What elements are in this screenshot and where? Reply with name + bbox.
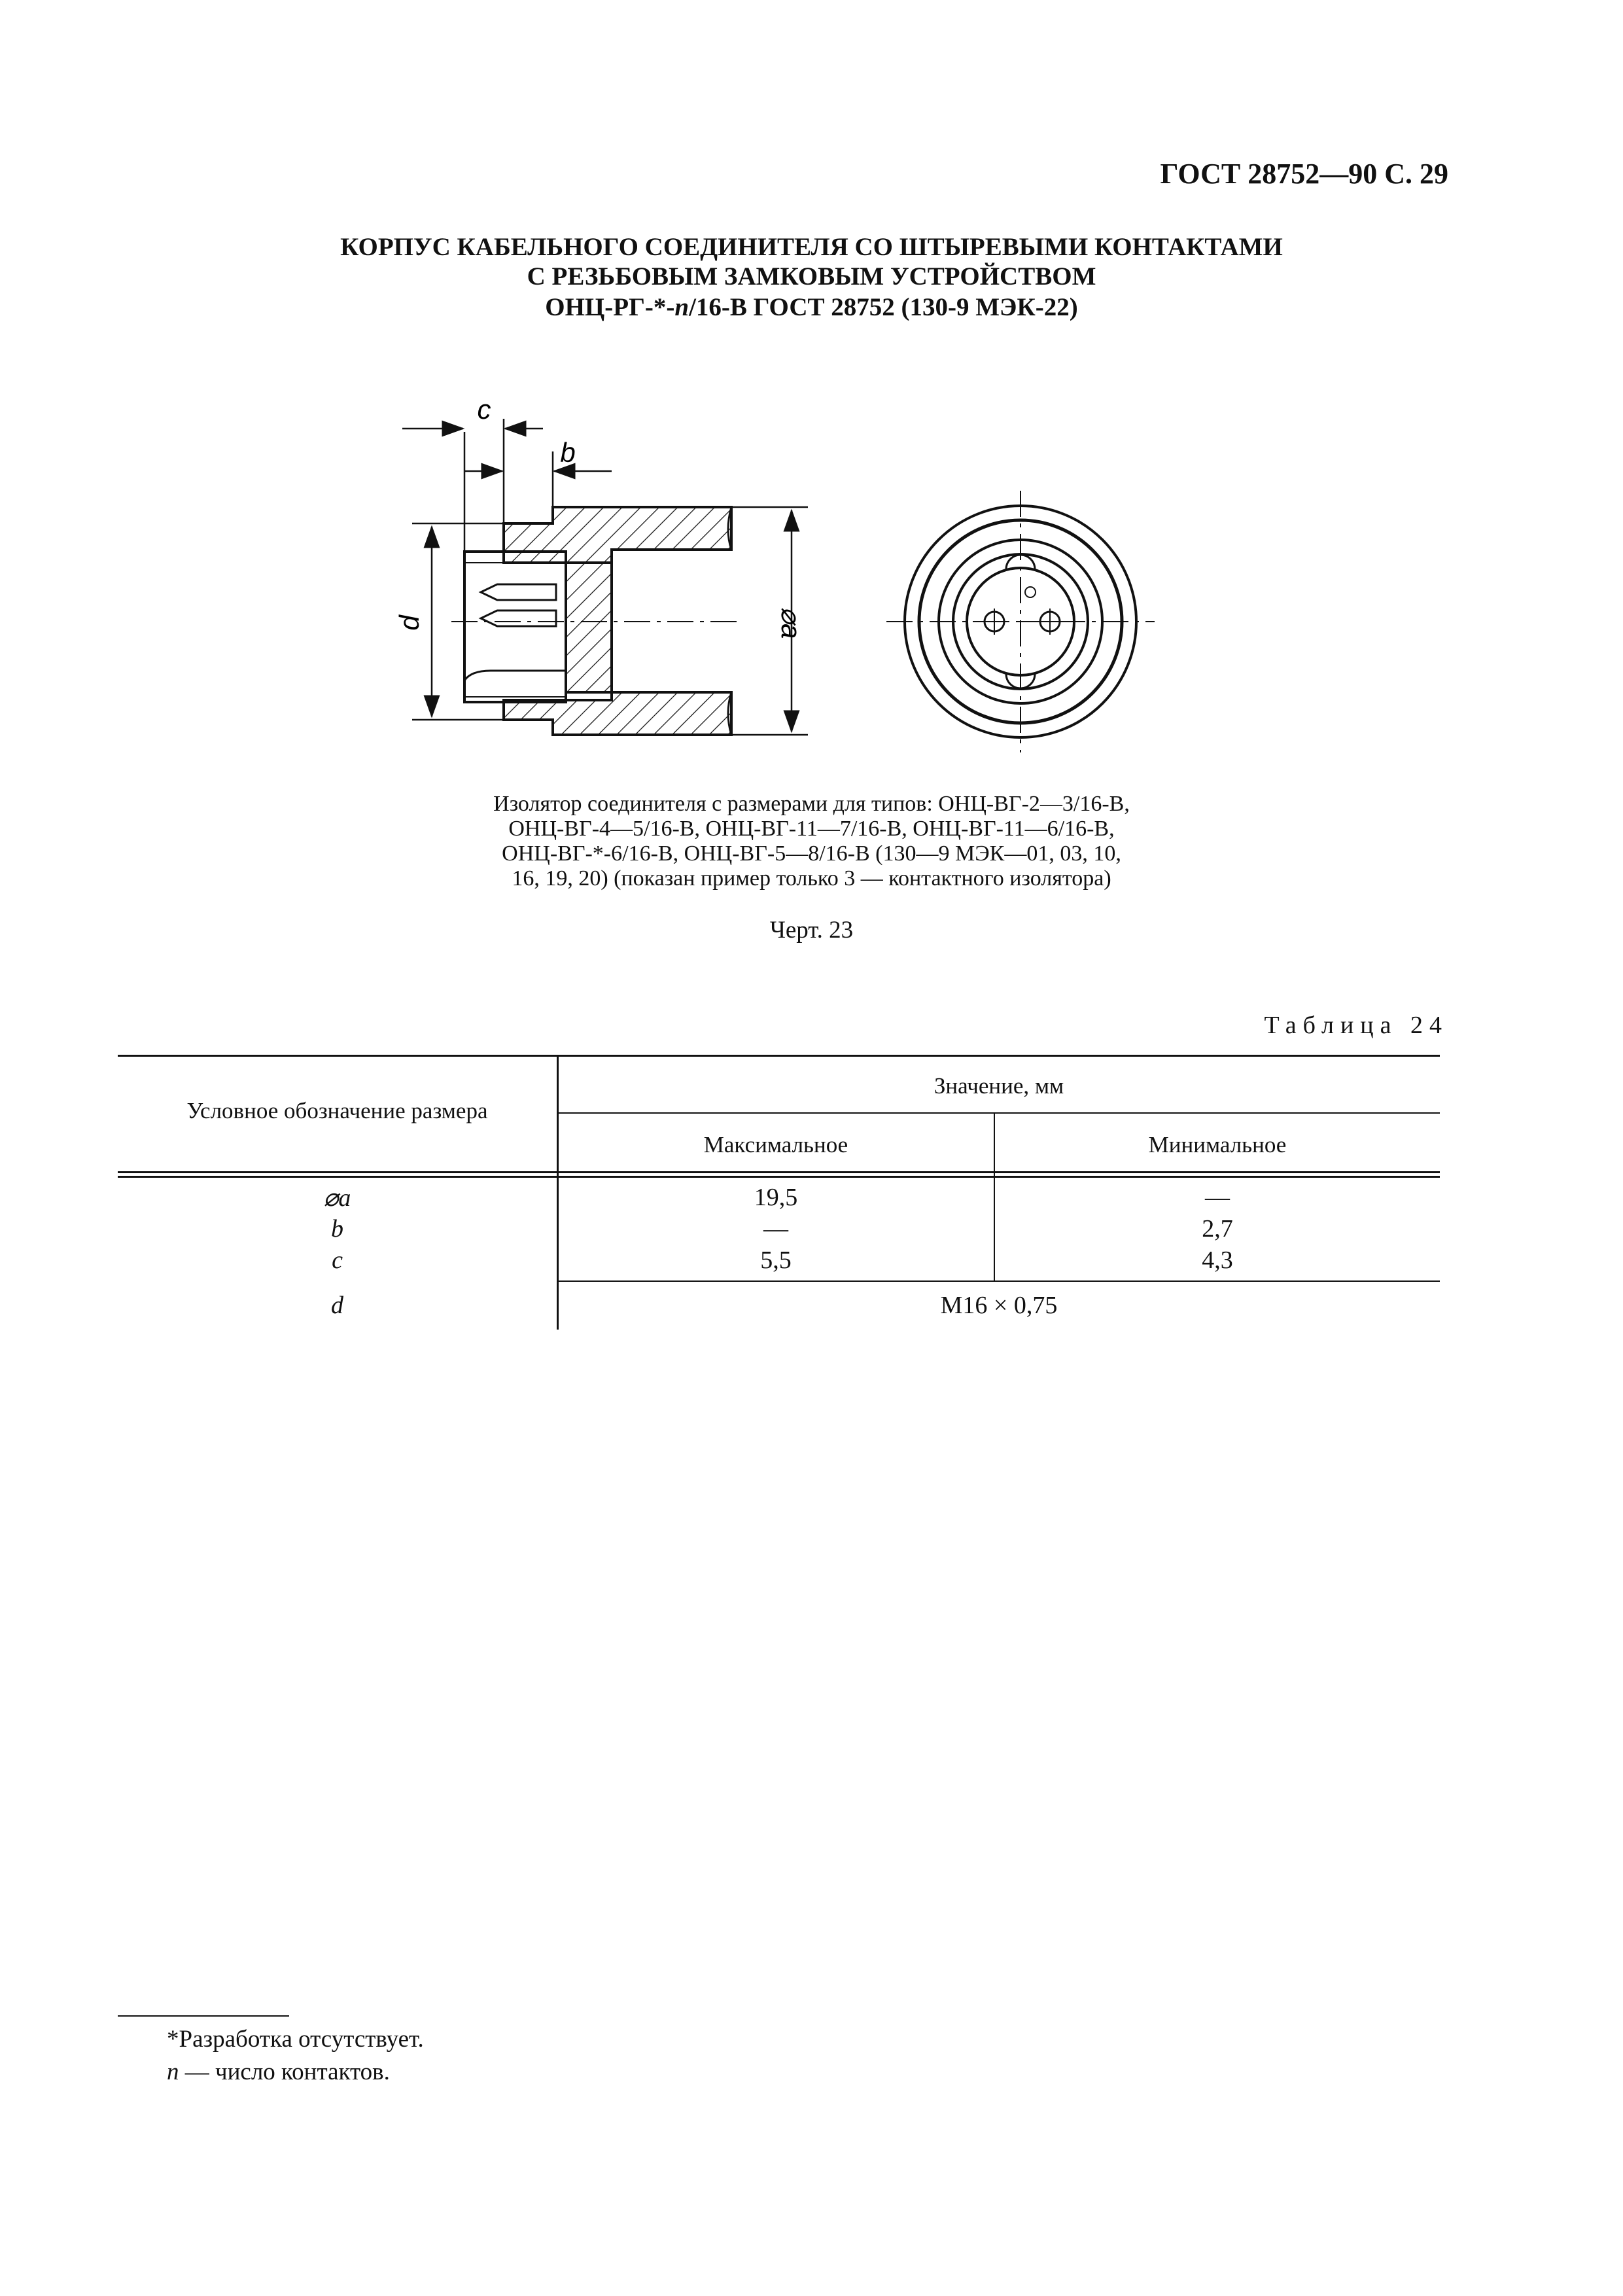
- table-caption: Таблица 24: [1264, 1012, 1448, 1039]
- row-b-min: 2,7: [1202, 1215, 1233, 1243]
- header-min: Минимальное: [1148, 1132, 1287, 1157]
- contact-upper: [1025, 587, 1036, 597]
- row-a-symbol: ⌀a: [323, 1184, 351, 1212]
- row-c-min: 4,3: [1202, 1246, 1233, 1274]
- title-line-1: КОРПУС КАБЕЛЬНОГО СОЕДИНИТЕЛЯ СО ШТЫРЕВЫМИ КОНТАКТАМИ: [340, 233, 1283, 261]
- figure-label: Черт. 23: [769, 917, 854, 944]
- title-designation-suffix: /16-В ГОСТ 28752 (130-9 МЭК-22): [689, 293, 1078, 321]
- connector-drawing: [0, 0, 1623, 785]
- row-a-max: 19,5: [754, 1184, 798, 1211]
- section-view: [451, 507, 739, 735]
- housing-bottom-wall: [504, 692, 731, 735]
- footnote-star: *Разработка отсутствует.: [167, 2026, 424, 2053]
- title-line-2: С РЕЗЬБОВЫМ ЗАМКОВЫМ УСТРОЙСТВОМ: [527, 262, 1096, 291]
- row-c-symbol: c: [332, 1246, 343, 1274]
- figure-caption-line-4: 16, 19, 20) (показан пример только 3 — контактного изолятора): [512, 866, 1111, 891]
- pin-upper: [481, 584, 556, 600]
- dim-label-a: ⌀a: [776, 607, 807, 639]
- footnote-n-var: n: [167, 2058, 179, 2085]
- footnote-n-text: — число контактов.: [179, 2058, 390, 2085]
- front-view: [886, 491, 1155, 752]
- insulator-recess: [464, 563, 566, 697]
- page-header: ГОСТ 28752—90 С. 29: [1160, 158, 1448, 190]
- row-b-max: —: [763, 1215, 788, 1243]
- figure-caption-line-2: ОНЦ-ВГ-4—5/16-В, ОНЦ-ВГ-11—7/16-В, ОНЦ-ВГ-11—6/16-В,: [508, 817, 1115, 841]
- footnote-rule: [118, 2015, 289, 2017]
- figure-caption-line-3: ОНЦ-ВГ-*-6/16-В, ОНЦ-ВГ-5—8/16-В (130—9 МЭК—01, 03, 10,: [502, 841, 1121, 866]
- footnote-n: [167, 2058, 390, 2086]
- row-c-max: 5,5: [760, 1246, 792, 1274]
- housing-top-wall: [504, 507, 731, 563]
- header-max: Максимальное: [703, 1132, 848, 1157]
- header-symbol: Условное обозначение размера: [186, 1098, 488, 1123]
- dim-label-b: b: [560, 437, 576, 468]
- row-d-value: M16 × 0,75: [940, 1292, 1058, 1319]
- pin-lower: [481, 610, 556, 626]
- insulator-rounded-edge: [464, 671, 566, 680]
- insulator-partition: [566, 563, 612, 692]
- row-d-symbol: d: [331, 1292, 343, 1319]
- row-b-symbol: b: [331, 1215, 343, 1243]
- header-value-group: Значение, мм: [934, 1073, 1064, 1099]
- row-a-min: —: [1205, 1184, 1230, 1211]
- dim-label-c: c: [477, 394, 491, 425]
- figure-caption-line-1: Изолятор соединителя с размерами для типов: ОНЦ-ВГ-2—3/16-В,: [493, 792, 1130, 816]
- title-designation-n: n: [674, 293, 689, 321]
- dim-label-d: d: [394, 615, 425, 631]
- title-designation-prefix: ОНЦ-РГ-*-: [545, 293, 675, 321]
